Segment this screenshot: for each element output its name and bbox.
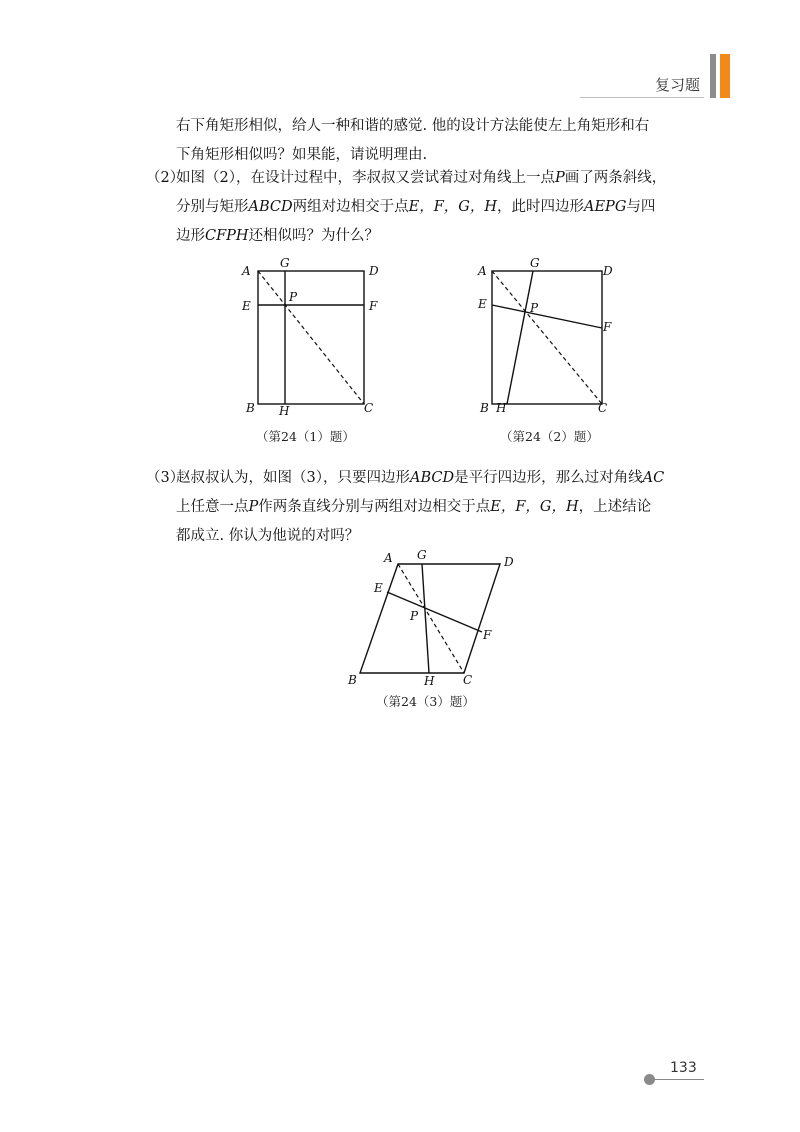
math-var: CFPH [205,228,249,244]
footer-rule [648,1079,704,1080]
label-b: B [246,401,255,415]
label-a: A [242,264,251,278]
figure-caption: （第24（3）题） [376,694,475,709]
page-number: 133 [670,1060,697,1076]
line-ef [387,592,482,632]
label-p: P [410,609,419,623]
header-grey-bar [710,54,716,98]
label-e: E [374,581,383,595]
figure-24-2 [474,255,624,420]
text-run: 如图（2），在设计过程中，李叔叔又尝试着过对角线上一点 [176,170,555,186]
question-part-2 [146,164,666,251]
math-var: E，F，G，H [490,499,579,515]
section-title: 复习题 [654,76,700,94]
text-run: ，此时四边形 [497,199,584,215]
label-g: G [417,548,427,562]
text-line: 右下角矩形相似，给人一种和谐的感觉. 他的设计方法能使左上角矩形和右 [176,118,650,134]
label-c: C [364,401,374,415]
text-line [146,464,664,493]
text-run: 与四 [626,199,656,215]
line-gh [507,271,533,404]
text-run: 画了两条斜线， [564,170,667,186]
figure-24-3 [344,548,524,693]
label-b: B [480,401,489,415]
item-number: （3） [146,470,185,486]
text-line: 下角矩形相似吗？如果能，请说明理由. [176,147,428,163]
math-var: AC [642,470,665,486]
math-var: AEPG [584,199,627,215]
label-f: F [603,320,612,334]
label-p: P [289,290,298,304]
math-var: ABCD [248,199,293,215]
text-line [146,493,664,522]
label-h: H [279,404,290,418]
text-line [146,164,666,193]
text-run: 上任意一点 [176,499,249,515]
math-var: E，F，G，H [408,199,497,215]
math-var: ABCD [409,470,455,486]
label-d: D [603,264,613,278]
text-line [146,193,666,222]
diagonal-ac [398,564,464,673]
label-h: H [496,401,507,415]
label-g: G [530,256,540,270]
label-h: H [424,674,435,688]
line-ef [492,305,602,328]
label-d: D [504,555,514,569]
question-part-3 [146,464,664,551]
item-number: （2） [146,170,185,186]
figure-caption: （第24（1）题） [256,429,355,444]
text-run: 边形 [176,228,205,244]
text-run: 作两条直线分别与两组对边相交于点 [258,499,491,515]
text-run: ，上述结论 [578,499,652,515]
text-run: 还相似吗？为什么？ [248,228,380,244]
label-c: C [463,673,473,687]
label-g: G [280,256,290,270]
label-e: E [478,297,487,311]
label-a: A [478,264,487,278]
text-run: 分别与矩形 [176,199,249,215]
header-rule [580,97,704,98]
label-d: D [369,264,379,278]
label-c: C [598,401,608,415]
text-run: 是平行四边形，那么过对角线 [454,470,643,486]
text-run: 赵叔叔认为，如图（3），只要四边形 [176,470,410,486]
math-var: P [554,170,565,186]
paragraph-continuation [176,112,649,170]
line-gh [422,564,429,673]
label-b: B [348,673,357,687]
diagonal-ac [258,271,364,404]
text-line: 都成立. 你认为他说的对吗？ [176,528,360,544]
page-dot [644,1074,655,1085]
math-var: P [248,499,259,515]
label-f: F [483,628,492,642]
label-a: A [384,551,393,565]
text-run: 两组对边相交于点 [292,199,409,215]
figure-24-1 [236,255,386,420]
header-accent-bar [720,54,730,98]
diagonal-ac [492,271,602,404]
label-e: E [242,299,251,313]
text-line [146,222,666,251]
label-f: F [369,299,378,313]
label-p: P [530,301,539,315]
figure-caption: （第24（2）题） [500,429,599,444]
